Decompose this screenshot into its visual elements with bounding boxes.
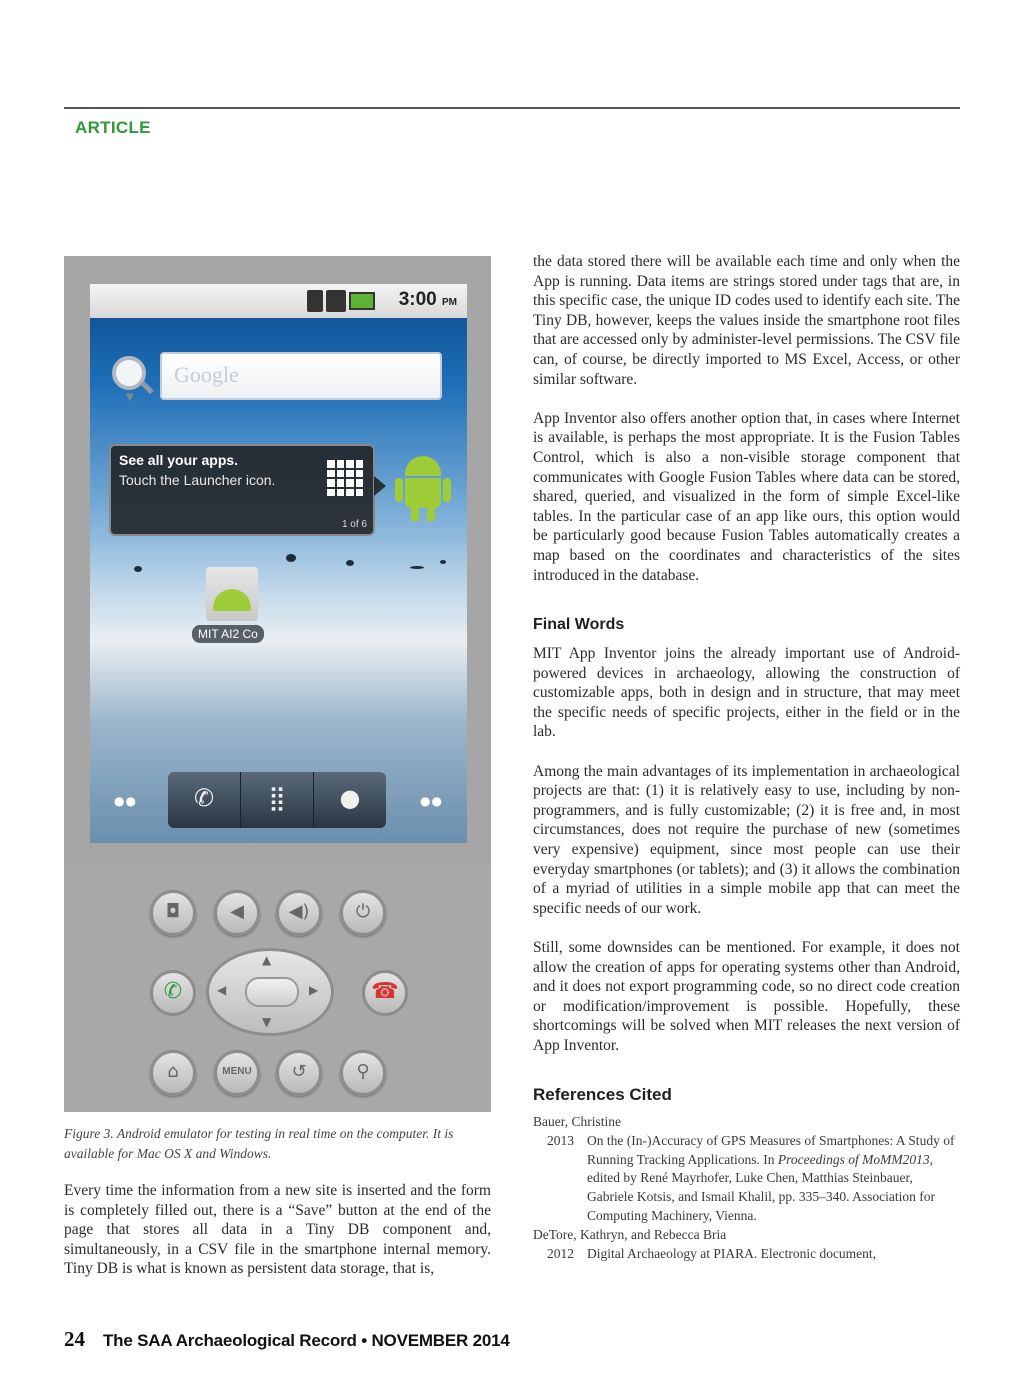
dock-bar [168,772,386,828]
launcher-tip [109,444,375,536]
search-placeholder: Google [174,362,239,387]
phone-icon: ✆ [193,784,215,812]
search-icon[interactable] [112,356,146,390]
right-column [533,252,960,605]
status-time: 3:00 [398,289,437,310]
volume-down-icon: ◀ [230,901,244,922]
dock [90,772,467,832]
paragraph-advantages: Among the main advantages of its implementation in archaeological projects are that: (1) it is relatively easy to use, including by non-programmers, and is fully customizable; (2) it is free and, in most circumstances, does not require the purchase of new (sometimes very expensive) equipment, since most people can use their everyday smartphones (or tablets); and (3) it allows the combination of a myriad of utilities in a simple mobile app that can meet the specific needs of our work. [533,762,960,917]
home-icon: ⌂ [167,1061,179,1082]
app-shortcut-icon[interactable] [200,567,272,653]
reference-year: 2012 [547,1245,574,1261]
launcher-button[interactable] [241,772,314,828]
horizon-decoration [90,554,467,574]
publication-title: The SAA Archaeological Record • NOVEMBER 2014 [103,1331,510,1350]
call-icon: ✆ [163,979,183,1004]
heading-final-words: Final Words [533,616,625,633]
signal-icon [326,290,346,312]
android-robot-icon [393,456,453,526]
page-footer [64,1327,510,1352]
paragraph-final-words: MIT App Inventor joins the already important use of Android-powered devices in archaeology, allowing the construction of customizable apps, both in design and in structure, that may meet the specific needs of specific projects, either in the field or in the lab. [533,645,960,741]
power-icon: ⏻ [355,901,371,922]
search-input[interactable] [160,352,442,400]
camera-icon: ◘ [165,901,181,922]
launcher-grid-icon [327,460,363,496]
section-label: ARTICLE [75,118,151,137]
top-rule [64,107,960,109]
final-words-body [533,644,960,1075]
status-ampm: PM [442,297,457,308]
page-indicator-right: ●● [420,794,443,808]
end-call-button[interactable] [362,970,408,1016]
status-bar [90,284,467,318]
dpad-right-icon[interactable]: ▶ [309,983,319,997]
menu-button[interactable] [214,1050,260,1096]
emulator-screen [90,284,467,843]
status-clock [399,289,457,311]
page-indicator-left: ●● [114,794,137,808]
reference-author: Bauer, Christine [533,1114,621,1129]
heading-references: References Cited [533,1085,672,1104]
back-icon: ↺ [291,1061,307,1082]
launcher-tip-text: Touch the Launcher icon. [119,472,276,488]
dpad-left-icon[interactable]: ◀ [217,983,227,997]
chevron-down-icon[interactable]: ▼ [126,392,134,403]
reference-year: 2013 [547,1132,574,1148]
volume-up-icon: ◀) [288,901,310,922]
reference-entry [533,1132,960,1226]
dpad-down-icon[interactable]: ▼ [262,1015,272,1029]
reference-italic-title: Proceedings of MoMM2013 [777,1151,930,1167]
launcher-grid-icon: ⣿ [268,784,286,812]
back-button[interactable] [276,1050,322,1096]
paragraph-fusion-tables: App Inventor also offers another option that, in cases where Internet is available, is perhaps the most appropriate. It is the Fusion Tables Control, which is also a non-visible storage component that communicates with Google Fusion Tables where data can be stored, shared, queried, and visualized in the form of simple Excel-like tables. In the particular case of an app like ours, this option would be particularly good because Fusion Tables automatically creates a map based on the coordinates and characteristics of the sites introduced in the database. [533,409,960,584]
reference-text-tail: , edited by René Mayrhofer, Luke Chen, Matthias Steinbauer, Gabriele Kotsis, and Ismail Khalil, pp. 335–340. Association for Computing Machinery, Vienna. [587,1151,935,1223]
network-3g-icon [307,290,323,312]
reference-entry [533,1245,960,1264]
figure-caption: Figure 3. Android emulator for testing in real time on the computer. It is available for Mac OS X and Windows. [64,1126,454,1161]
browser-button[interactable] [314,772,386,828]
call-button[interactable] [150,970,196,1016]
reference-author: DeTore, Kathryn, and Rebecca Bria [533,1226,727,1242]
page-number: 24 [64,1327,85,1351]
app-label: MIT AI2 Co [192,625,264,643]
reference-text: On the (In-)Accuracy of GPS Measures of Smartphones: A Study of Running Tracking Applications. In [587,1132,955,1167]
search-icon: ⚲ [356,1061,370,1082]
launcher-tip-page: 1 of 6 [341,519,367,530]
browser-globe-icon: ● [339,784,361,812]
phone-button[interactable] [168,772,241,828]
battery-icon [349,292,375,310]
end-call-icon: ☎ [371,979,399,1004]
paragraph-tinydb: the data stored there will be available each time and only when the App is running. Data items are strings stored under tags that are, in this specific case, the unique ID codes used to identify each site. The Tiny DB, however, keeps the values inside the smartphone root files that are accessed only by administer-level permissions. The CSV file can, of course, be directly imported to MS Excel, Access, or other similar software. [533,253,960,388]
references-list [533,1113,960,1263]
left-paragraph: Every time the information from a new site is inserted and the form is completely filled out, there is a “Save” button at the end of the page that stores all data in a Tiny DB component and, simultaneously, in a CSV file in the smartphone internal memory. Tiny DB is what is known as persistent data storage, that is, [64,1182,491,1278]
status-icons [307,290,375,312]
home-button[interactable] [150,1050,196,1096]
dpad-center-button[interactable] [245,977,299,1007]
camera-button[interactable] [150,890,196,936]
hw-search-button[interactable] [340,1050,386,1096]
emulator-figure [64,256,491,1112]
power-button[interactable] [340,890,386,936]
volume-up-button[interactable] [276,890,322,936]
paragraph-downsides: Still, some downsides can be mentioned. For example, it does not allow the creation of apps for operating systems other than Android, and it does not export programming code, so no direct code creation or modification/improvement is possible. Hopefully, these shortcomings will be solved when MIT releases the next version of App Inventor. [533,938,960,1054]
volume-down-button[interactable] [214,890,260,936]
search-widget[interactable] [102,346,454,408]
reference-text: Digital Archaeology at PIARA. Electronic document, [587,1245,877,1261]
dpad[interactable] [206,948,334,1036]
menu-label: MENU [222,1066,252,1077]
launcher-tip-title: See all your apps. [119,452,239,468]
dpad-up-icon[interactable]: ▲ [262,953,272,967]
